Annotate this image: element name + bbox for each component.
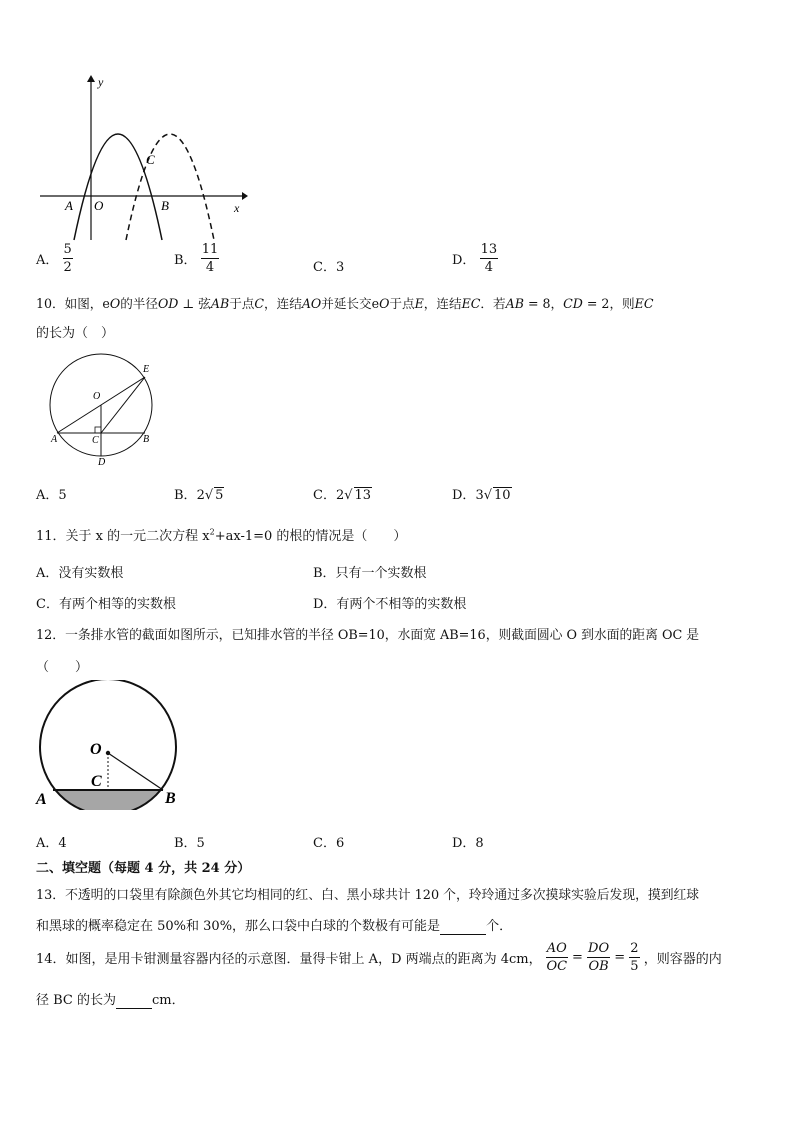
dashed-parabola	[126, 134, 214, 240]
q10-stem-line1: 10．如图，eO的半径OD ⊥ 弦AB于点C，连结AO并延长交eO于点E，连结EC．若AB = 8，CD = 2，则EC	[36, 296, 654, 311]
segment-OB	[108, 753, 163, 790]
q10-circle-figure	[44, 346, 164, 470]
label-E: E	[143, 364, 150, 375]
option-value: 3	[335, 260, 345, 275]
fraction-2-5: $\frac{2}{5}$	[630, 941, 639, 974]
answer-blank[interactable]	[440, 919, 486, 935]
x-axis-arrow	[242, 192, 248, 200]
q10-stem-line2: 的长为（ ）	[36, 326, 115, 341]
option-fraction: $\frac{13}{4}$	[480, 242, 498, 275]
answer-blank[interactable]	[116, 993, 152, 1009]
q12-option-a[interactable]: A．4	[36, 836, 67, 851]
circle-symbol: e	[371, 296, 380, 311]
right-angle-mark	[95, 427, 101, 433]
y-axis-arrow	[87, 75, 95, 82]
label-B: B	[143, 434, 150, 445]
label-A: A	[65, 198, 73, 213]
q12-pipe-figure	[34, 680, 184, 810]
option-letter: D．	[452, 253, 476, 268]
q10-option-a[interactable]: A．5	[36, 488, 67, 503]
option-letter: B．	[174, 253, 197, 268]
q9-graph-figure	[34, 72, 254, 244]
water-segment	[34, 790, 184, 810]
label-O: O	[90, 741, 102, 758]
q10-option-b[interactable]: B．2√ 5	[174, 488, 224, 503]
center-point-O	[106, 751, 110, 755]
q12-stem-line2: （ ）	[36, 660, 89, 675]
label-B: B	[165, 790, 176, 807]
q9-option-a[interactable]	[36, 243, 73, 274]
label-D: D	[98, 457, 106, 468]
q9-option-d[interactable]	[452, 243, 498, 274]
label-y: y	[98, 75, 104, 89]
label-A: A	[51, 434, 58, 445]
q9-option-b[interactable]	[174, 243, 219, 274]
option-letter: C．	[313, 260, 336, 275]
label-C: C	[91, 773, 102, 790]
q14-stem-line1: 14．如图，是用卡钳测量容器内径的示意图．量得卡钳上 A，D 两端点的距离为 4cm， $\frac{AO}{OC}$ = $\frac{DO}{OB}$ = $\frac{2}{5}$ ，则容器的内	[36, 941, 722, 974]
q12-option-b[interactable]: B．5	[174, 836, 205, 851]
q12-stem-line1: 12．一条排水管的截面如图所示，已知排水管的半径 OB=10，水面宽 AB=16，则截面圆心 O 到水面的距离 OC 是	[36, 628, 700, 643]
q11-option-c[interactable]: C．有两个相等的实数根	[36, 597, 176, 612]
option-fraction: $\frac{11}{4}$	[201, 242, 219, 275]
solid-parabola	[74, 134, 162, 240]
q10-option-c[interactable]: C．2√ 13	[313, 488, 372, 503]
label-O: O	[94, 198, 104, 213]
q12-option-c[interactable]: C．6	[313, 836, 345, 851]
label-C: C	[92, 435, 99, 446]
q11-stem: 11．关于 x 的一元二次方程 $x^2+ax-1=0$ 的根的情况是（ ）	[36, 527, 407, 544]
q13-stem-line1: 13．不透明的口袋里有除颜色外其它均相同的红、白、黑小球共计 120 个，玲玲通过多次摸球实验后发现，摸到红球	[36, 888, 700, 903]
option-fraction: $\frac{5}{2}$	[63, 242, 72, 275]
label-x: x	[234, 201, 240, 215]
q10-option-d[interactable]: D．3√ 10	[452, 488, 511, 503]
q13-stem-line2: 和黑球的概率稳定在 50%和 30%，那么口袋中白球的个数极有可能是 个．	[36, 919, 513, 934]
label-B: B	[161, 198, 169, 213]
q12-option-d[interactable]: D．8	[452, 836, 484, 851]
q11-option-a[interactable]: A．没有实数根	[36, 566, 124, 581]
segment-CE	[101, 377, 145, 433]
label-C: C	[146, 152, 155, 167]
q11-option-b[interactable]: B．只有一个实数根	[313, 566, 427, 581]
circle-symbol: e	[102, 296, 110, 311]
option-letter: A．	[36, 253, 59, 268]
fraction-AO-OC: $\frac{AO}{OC}$	[546, 941, 568, 974]
label-A: A	[36, 791, 47, 808]
label-O: O	[93, 391, 101, 402]
q14-stem-line2: 径 BC 的长为 cm．	[36, 993, 185, 1008]
section-title-fill-in: 二、填空题（每题 4 分，共 24 分）	[36, 861, 251, 876]
fraction-DO-OB: $\frac{DO}{OB}$	[588, 941, 610, 974]
q11-option-d[interactable]: D．有两个不相等的实数根	[313, 597, 467, 612]
q9-option-c[interactable]	[313, 256, 344, 275]
